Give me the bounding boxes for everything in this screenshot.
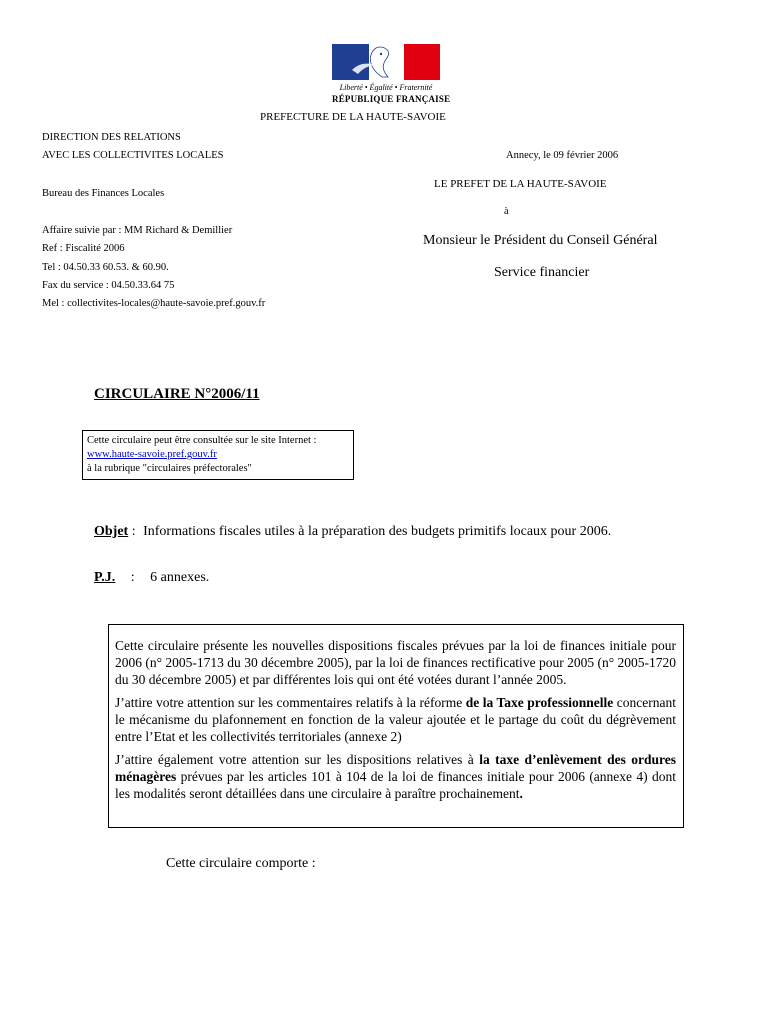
objet-line [94, 524, 611, 540]
affaire-suivie: Affaire suivie par : MM Richard & Demillier [42, 225, 233, 236]
summary-paragraph-2: J’attire votre attention sur les commentaires relatifs à la réforme de la Taxe professionnelle concernant le mécanisme du plafonnement en fonction de la valeur ajoutée et le partage du coût du dégrèvement entre l’Etat et les collectivités territoriales (annexe 2) [115, 695, 677, 744]
website-rubrique: à la rubrique "circulaires préfectorales" [87, 463, 252, 474]
direction-line-2: AVEC LES COLLECTIVITES LOCALES [42, 150, 224, 161]
prefecture-title: PREFECTURE DE LA HAUTE-SAVOIE [260, 111, 446, 123]
pj-colon: : [130, 570, 135, 585]
contents-intro: Cette circulaire comporte : [166, 856, 316, 871]
to-word: à [504, 206, 509, 217]
objet-label: Objet [94, 524, 129, 539]
pj-line [94, 570, 209, 586]
sender-title: LE PREFET DE LA HAUTE-SAVOIE [434, 178, 607, 190]
ordures-menageres-highlight: la taxe d’enlèvement des ordures ménagères [115, 752, 676, 784]
pj-label: P.J. [94, 570, 116, 585]
pj-text: 6 annexes. [150, 570, 210, 585]
direction-line-1: DIRECTION DES RELATIONS [42, 132, 181, 143]
fax: Fax du service : 04.50.33.64 75 [42, 280, 175, 291]
republique-logo [332, 44, 451, 104]
website-info-box [82, 430, 354, 480]
republic-name: RÉPUBLIQUE FRANÇAISE [332, 94, 451, 104]
website-info-line: Cette circulaire peut être consultée sur le site Internet : [87, 435, 317, 446]
objet-colon: : [128, 524, 140, 539]
marianne-flag-icon [332, 44, 440, 80]
recipient-name: Monsieur le Président du Conseil Général [423, 233, 658, 248]
summary-paragraph-1: Cette circulaire présente les nouvelles dispositions fiscales prévues par la loi de finances initiale pour 2006 (n° 2005-1713 du 30 décembre 2005), par la loi de finances rectificative pour 2005 (n° 2005-1720 du 30 décembre 2005) et par différentes lois qui ont été votées durant l’année 2005. [115, 638, 676, 687]
circulaire-title: CIRCULAIRE N°2006/11 [94, 386, 260, 402]
email: Mel : collectivites-locales@haute-savoie.pref.gouv.fr [42, 298, 266, 309]
summary-paragraph-3: J’attire également votre attention sur les dispositions relatives à la taxe d’enlèvement des ordures ménagères prévues par les articles 101 à 104 de la loi de finances initiale pour 2006 (annexe 4) dont les modalités seront détaillées dans une circulaire à paraître prochainement. [115, 752, 676, 801]
recipient-service: Service financier [494, 265, 590, 280]
website-link[interactable]: www.haute-savoie.pref.gouv.fr [87, 449, 217, 460]
summary-box [108, 624, 684, 828]
reference: Ref : Fiscalité 2006 [42, 243, 125, 254]
letter-date: Annecy, le 09 février 2006 [506, 150, 619, 161]
republic-motto: Liberté • Égalité • Fraternité [339, 83, 433, 92]
telephone: Tel : 04.50.33 60.53. & 60.90. [42, 262, 169, 273]
objet-text: Informations fiscales utiles à la préparation des budgets primitifs locaux pour 2006. [143, 524, 612, 539]
taxe-professionnelle-highlight: de la Taxe professionnelle [465, 695, 614, 710]
bureau-label: Bureau des Finances Locales [42, 188, 165, 199]
